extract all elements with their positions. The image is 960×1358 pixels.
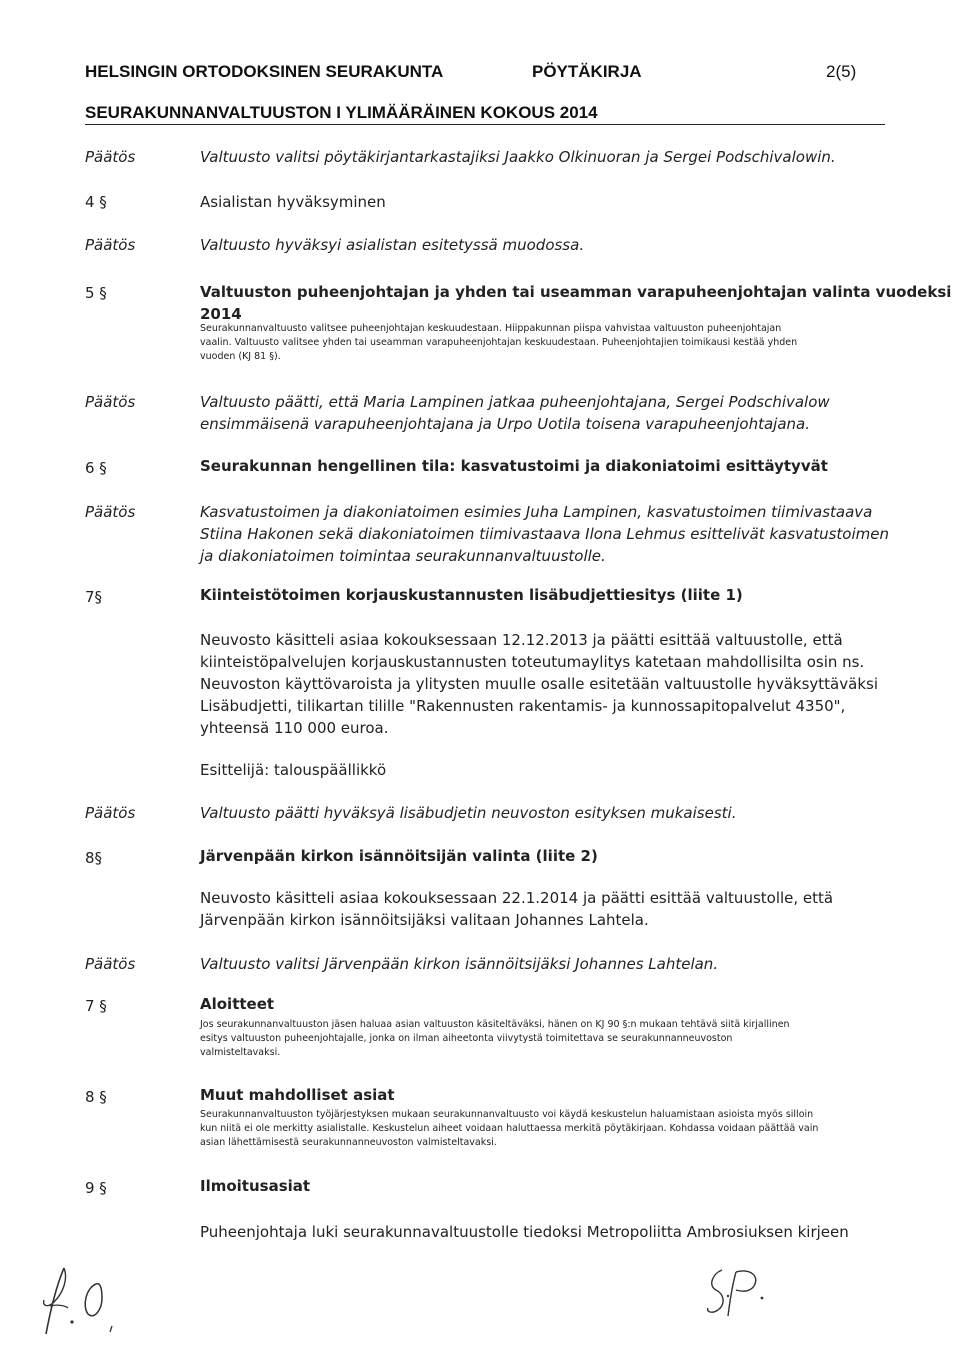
section-title [200,282,951,324]
note-line: vuoden (KJ 81 §). [200,351,281,362]
paatos-text: Valtuusto valitsi pöytäkirjantarkastajiksi Jaakko Olkinuoran ja Sergei Podschivalowin. [200,148,836,166]
note-line: Seurakunnanvaltuusto valitsee puheenjohtajan keskuudestaan. Hiippakunnan piispa vahvistaa valtuuston puheenjohtajan [200,323,782,334]
presenter: Esittelijä: talouspäällikkö [200,761,387,779]
paatos-line: Kasvatustoimen ja diakoniatoimen esimies Juha Lampinen, kasvatustoimen tiimivastaava [200,503,873,521]
section-title: Ilmoitusasiat [200,1177,311,1195]
body-line: Neuvosto käsitteli asiaa kokouksessaan 12.12.2013 ja päätti esittää valtuustolle, että [200,631,843,649]
note-line: kun niitä ei ole merkitty asialistalle. Keskustelun aiheet voidaan haluttaessa merkitä pöytäkirjaan. Kohdassa voidaan päättää vain [200,1123,819,1134]
section-number: 7§ [85,588,103,606]
section-number: 8 § [85,1088,107,1106]
paatos-label: Päätös [85,804,136,822]
paatos-line: Valtuusto päätti, että Maria Lampinen jatkaa puheenjohtajana, Sergei Podschivalow [200,393,830,411]
paatos-label: Päätös [85,236,136,254]
section-title: Muut mahdolliset asiat [200,1086,395,1104]
body-line: Järvenpään kirkon isännöitsijäksi valitaan Johannes Lahtela. [200,911,649,929]
paatos-line: ja diakoniatoimen toimintaa seurakunnanvaltuustolle. [200,547,606,565]
paatos-label: Päätös [85,955,136,973]
paatos-label: Päätös [85,393,136,411]
header-rule [85,124,885,125]
paatos-text [200,501,889,567]
section-body [200,629,878,739]
section-body: Puheenjohtaja luki seurakunnavaltuustolle tiedoksi Metropoliitta Ambrosiuksen kirjeen [200,1223,849,1241]
section-number: 8§ [85,849,103,867]
note-line: esitys valtuuston puheenjohtajalle, jonka on ilman aiheetonta viivytystä toimitettava se seurakunnanneuvoston [200,1033,733,1044]
body-line: yhteensä 110 000 euroa. [200,719,389,737]
note-line: Seurakunnanvaltuuston työjärjestyksen mukaan seurakunnanvaltuusto voi käydä keskustelun haluamistaan asioista myös silloin [200,1109,814,1120]
handwritten-initials-left [28,1262,138,1342]
body-line: kiinteistöpalvelujen korjauskustannusten toteutumaylitys katetaan mahdollisilta osin ns. [200,653,865,671]
section-title: Asialistan hyväksyminen [200,193,386,211]
paatos-label: Päätös [85,503,136,521]
section-note [200,1108,860,1150]
note-line: asian lähettämisestä seurakunnanneuvoston valmisteltavaksi. [200,1137,497,1148]
section-number: 7 § [85,997,107,1015]
section-note [200,1018,860,1060]
section-number: 9 § [85,1179,107,1197]
section-title: Järvenpään kirkon isännöitsijän valinta (liite 2) [200,847,598,865]
note-line: vaalin. Valtuusto valitsee yhden tai useamman varapuheenjohtajan keskuudestaan. Puheenjohtajien toimikausi kestää yhden [200,337,798,348]
section-number: 4 § [85,193,107,211]
note-line: Jos seurakunnanvaltuuston jäsen haluaa asian valtuuston käsiteltäväksi, hänen on KJ 90 §:n mukaan tehtävä siitä kirjallinen [200,1019,790,1030]
meeting-title: SEURAKUNNANVALTUUSTON I YLIMÄÄRÄINEN KOKOUS 2014 [85,103,598,122]
body-line: Neuvoston käyttövaroista ja ylitysten muulle osalle esitetään valtuustolle hyväksyttäväksi [200,675,878,693]
title-line: 2014 [200,305,242,323]
section-note [200,322,860,364]
paatos-text: Valtuusto päätti hyväksyä lisäbudjetin neuvoston esityksen mukaisesti. [200,804,737,822]
handwritten-initials-right [692,1262,792,1324]
paatos-text: Valtuusto hyväksyi asialistan esitetyssä muodossa. [200,236,585,254]
section-title: Aloitteet [200,995,275,1013]
note-line: valmisteltavaksi. [200,1047,281,1058]
title-line: Valtuuston puheenjohtajan ja yhden tai useamman varapuheenjohtajan valinta vuodeksi [200,283,952,301]
paatos-text: Valtuusto valitsi Järvenpään kirkon isännöitsijäksi Johannes Lahtelan. [200,955,719,973]
paatos-line: ensimmäisenä varapuheenjohtajana ja Urpo Uotila toisena varapuheenjohtajana. [200,415,810,433]
organization-name: HELSINGIN ORTODOKSINEN SEURAKUNTA [85,62,444,81]
page-number: 2(5) [826,62,857,81]
paatos-label: Päätös [85,148,136,166]
section-number: 6 § [85,459,107,477]
section-title: Kiinteistötoimen korjauskustannusten lisäbudjettiesitys (liite 1) [200,586,743,604]
paatos-line: Stiina Hakonen sekä diakoniatoimen tiimivastaava Ilona Lehmus esittelivät kasvatustoimen [200,525,889,543]
paatos-text [200,391,830,435]
body-line: Lisäbudjetti, tilikartan tilille "Rakennusten rakentamis- ja kunnossapitopalvelut 4350", [200,697,846,715]
document-type: PÖYTÄKIRJA [532,62,642,81]
section-title: Seurakunnan hengellinen tila: kasvatustoimi ja diakoniatoimi esittäytyvät [200,457,828,475]
section-number: 5 § [85,284,107,302]
section-body [200,887,833,931]
body-line: Neuvosto käsitteli asiaa kokouksessaan 22.1.2014 ja päätti esittää valtuustolle, että [200,889,834,907]
